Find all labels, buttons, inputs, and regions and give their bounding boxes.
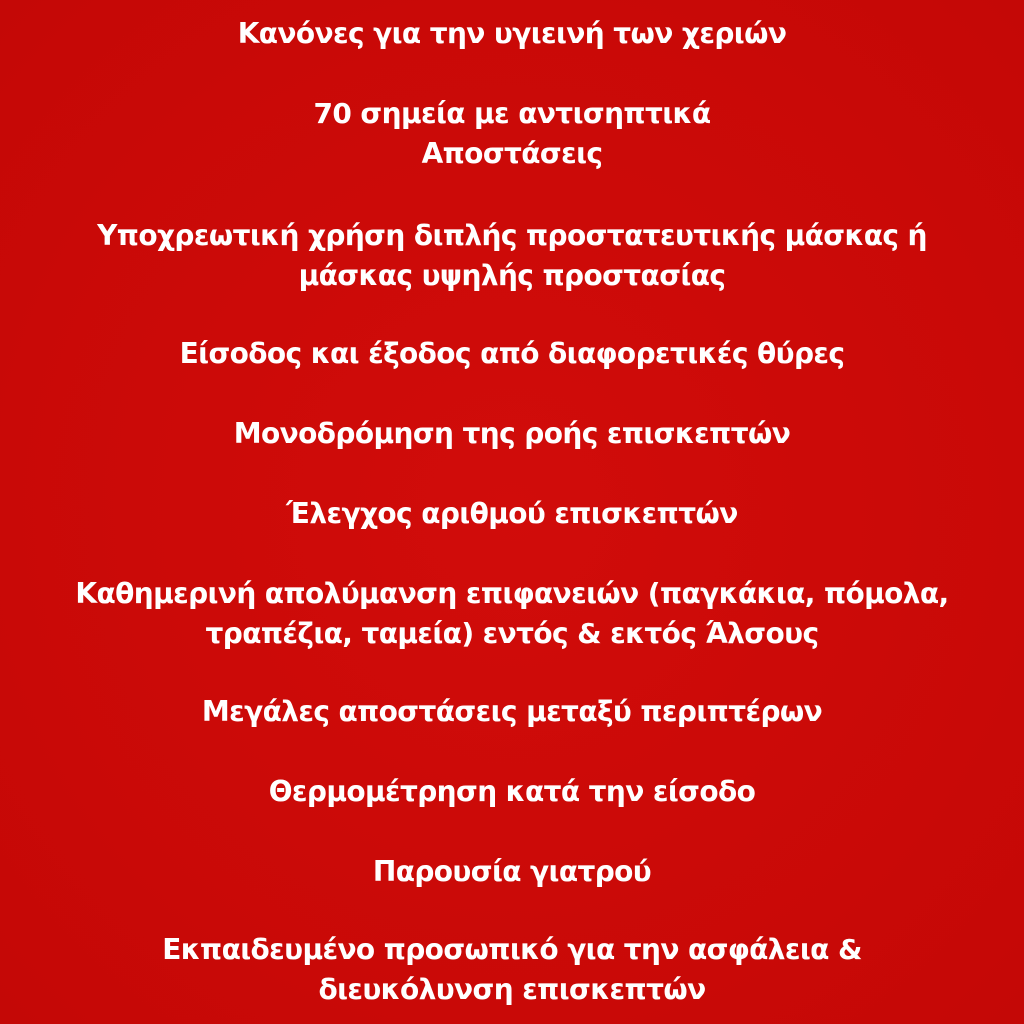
rule-visitor-count <box>0 494 1024 534</box>
rule-line: Παρουσία γιατρού <box>372 855 652 888</box>
rule-kiosk-distances <box>0 692 1024 732</box>
rule-mandatory-mask <box>0 216 1024 296</box>
rule-line: Κανόνες για την υγιεινή των χεριών <box>237 17 787 50</box>
rule-line: Υποχρεωτική χρήση διπλής προστατευτικής μάσκας ή <box>97 219 927 252</box>
rule-line: Καθημερινή απολύμανση επιφανειών (παγκάκια, πόμολα, <box>75 577 949 610</box>
rule-line: 70 σημεία με αντισηπτικά <box>313 97 711 130</box>
rule-line: Μονοδρόμηση της ροής επισκεπτών <box>233 417 791 450</box>
rule-antiseptics-distances <box>0 94 1024 174</box>
rule-line: Είσοδος και έξοδος από διαφορετικές θύρες <box>179 337 845 370</box>
rule-line: Αποστάσεις <box>421 137 603 170</box>
rule-line: διευκόλυνση επισκεπτών <box>318 973 706 1006</box>
rule-one-way-flow <box>0 414 1024 454</box>
rule-line: Εκπαιδευμένο προσωπικό για την ασφάλεια & <box>162 933 862 966</box>
rule-line: Μεγάλες αποστάσεις μεταξύ περιπτέρων <box>201 695 823 728</box>
rule-trained-staff <box>0 930 1024 1010</box>
rule-line: Θερμομέτρηση κατά την είσοδο <box>268 775 756 808</box>
rule-hand-hygiene <box>0 14 1024 54</box>
rule-line: τραπέζια, ταμεία) εντός & εκτός Άλσους <box>205 617 819 650</box>
rule-line: Έλεγχος αριθμού επισκεπτών <box>286 497 738 530</box>
rule-line: μάσκας υψηλής προστασίας <box>298 259 726 292</box>
rule-doctor-presence <box>0 852 1024 892</box>
rule-thermometry <box>0 772 1024 812</box>
rule-separate-doors <box>0 334 1024 374</box>
rule-daily-disinfection <box>0 574 1024 654</box>
